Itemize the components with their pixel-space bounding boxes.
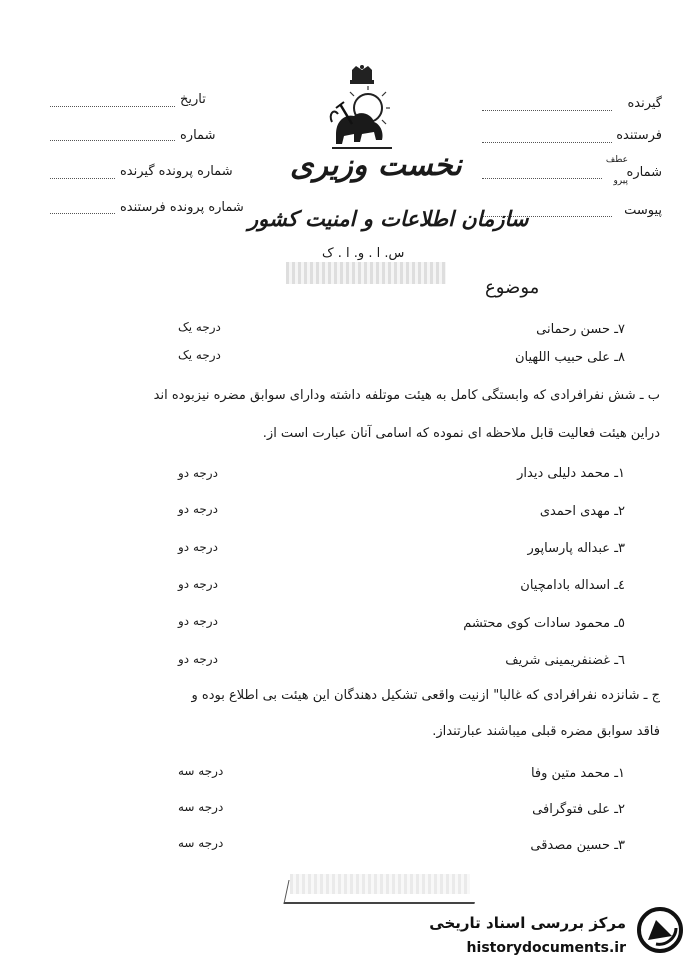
list-b-item-4-grade: درجه دو (178, 577, 218, 591)
list-b-item-1-name: ۱ـ محمد دلیلی دیدار (517, 466, 625, 481)
recipient-file-no-label: شماره پرونده گیرنده (120, 164, 233, 179)
watermark-site: historydocuments.ir (466, 940, 626, 956)
list-c-item-2-grade: درجه سه (178, 800, 224, 814)
list-b-item-1-grade: درجه دو (178, 466, 218, 480)
attachment-label: پیوست (624, 203, 662, 218)
recipient-file-dotted-line (50, 178, 115, 179)
sender-label: فرستنده (616, 128, 662, 143)
topic-label: موضوع (485, 277, 540, 298)
list-b-item-2-grade: درجه دو (178, 502, 218, 516)
sender-file-dotted-line (50, 213, 115, 214)
paragraph-c-line-2: فاقد سوابق مضره قبلی میباشند عبارتنداز. (432, 724, 660, 739)
list-b-item-4-name: ٤ـ اسداله بادامچیان (520, 578, 625, 593)
paragraph-c-line-1: ج ـ شانزده نفرافرادی که غالبا" ازنیت واقعی تشکیل دهندگان این هیئت بی اطلاع بوده و (191, 688, 660, 703)
peyro-label: پیرو (613, 176, 628, 186)
list-c-item-1-name: ۱ـ محمد متین وفا (530, 766, 625, 781)
sender-file-no-label: شماره پرونده فرستنده (120, 200, 244, 215)
redacted-stamp-area (286, 262, 446, 284)
number-label-right: شماره (626, 165, 662, 180)
list-b-item-6-grade: درجه دو (178, 652, 218, 666)
watermark-org-name: مرکز بررسی اسناد تاریخی (429, 914, 626, 932)
list-b-item-5-grade: درجه دو (178, 614, 218, 628)
list-b-item-2-name: ۲ـ مهدی احمدی (539, 504, 625, 519)
number-dotted-line-left (50, 140, 175, 141)
list-b-item-3-grade: درجه دو (178, 540, 218, 554)
list-c-item-2-name: ۲ـ علی فتوگرافی (532, 802, 625, 817)
list-c-item-1-grade: درجه سه (178, 764, 224, 778)
organization-code: س. ا . و. ا . ک (322, 246, 405, 261)
organization-title: سازمان اطلاعات و امنیت کشور (248, 206, 529, 231)
date-label: تاریخ (180, 92, 206, 107)
atf-label: عطف (605, 155, 628, 165)
paragraph-b-line-1: ب ـ شش نفرافرادی که وابستگی کامل به هیئت موتلفه داشته ودارای سوابق مضره نیزبوده اند (153, 388, 660, 403)
history-documents-logo-icon (636, 906, 684, 954)
list-b-item-5-name: ٥ـ محمود سادات کوی محتشم (463, 616, 625, 631)
lion-and-sun-crown-emblem-icon (322, 64, 402, 154)
paragraph-b-line-2: دراین هیئت فعالیت قابل ملاحظه ای نموده که اسامی آنان عبارت است از. (262, 426, 660, 441)
sender-dotted-line (482, 142, 612, 143)
recipient-dotted-line (482, 110, 612, 111)
list-b-item-6-name: ٦ـ غضنفریمینی شریف (505, 653, 625, 668)
list-a-item-7-grade: درجه یک (178, 320, 221, 334)
list-a-item-7-name: ۷ـ حسن رحمانی (536, 322, 625, 337)
list-c-item-3-name: ۳ـ حسین مصدقی (530, 838, 625, 853)
list-a-item-8-name: ۸ـ علی حبیب اللهیان (514, 350, 625, 365)
list-a-item-8-grade: درجه یک (178, 348, 221, 362)
bottom-scribble (283, 880, 479, 904)
page-title: نخست وزیری (290, 148, 462, 183)
recipient-label: گیرنده (627, 96, 662, 111)
date-dotted-line (50, 106, 175, 107)
list-b-item-3-name: ۳ـ عبداله پارساپور (527, 541, 625, 556)
number-dotted-line-right (482, 178, 602, 179)
number-label-left: شماره (180, 128, 216, 143)
list-c-item-3-grade: درجه سه (178, 836, 224, 850)
